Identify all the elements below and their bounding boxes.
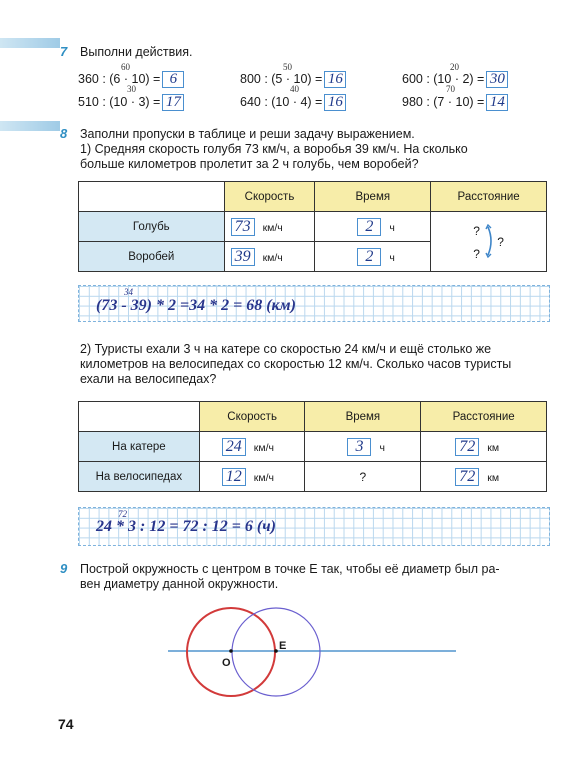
task7-item-3 [402,71,508,88]
point-e-dot [274,649,278,653]
table2-boat-time [305,432,421,462]
table1-pigeon-time-unit: ч [389,221,395,234]
table1-sparrow-speed [224,242,315,272]
table1-pigeon-speed-unit: км/ч [262,221,283,234]
solution2-text: 24 * 3 : 12 = 72 : 12 = 6 (ч) [96,518,276,535]
task7-item-5 [240,94,346,111]
table2-boat-time-unit: ч [379,441,385,454]
point-e-label: Е [279,640,287,652]
table2-bike-distance-unit: км [487,471,500,484]
table1-distance-q2: ? [473,247,480,261]
table2-bike-time [305,462,421,492]
task7-answer-6[interactable]: 14 [486,94,508,111]
table1-distance-q3: ? [497,235,504,249]
task9-line2: вен диаметру данной окружности. [80,577,279,591]
table2-boat-distance [421,432,547,462]
task7-expr-5: 640 : (10 · 4) = [240,94,323,109]
table1-sparrow-speed-unit: км/ч [262,251,283,264]
task7-answer-1[interactable]: 6 [162,71,184,88]
table2-bike-speed-value[interactable]: 12 [222,468,246,486]
table2-bike-speed [199,462,305,492]
table2-boat-speed-value[interactable]: 24 [222,438,246,456]
task7-note-5: 40 [290,84,299,94]
task7-item-4 [78,94,184,111]
table1-pigeon-speed-value[interactable]: 73 [231,218,255,236]
task8-instruction: Заполни пропуски в таблице и реши задачу выражением. [80,127,415,141]
table2-boat-time-value[interactable]: 3 [347,438,371,456]
table1-sparrow-speed-value[interactable]: 39 [231,248,255,266]
task7-answer-3[interactable]: 30 [486,71,508,88]
table1-header-time: Время [315,182,431,212]
table2-bike-distance [421,462,547,492]
task8-part2-line2: километров на велосипедах со скоростью 12 км/ч. Сколько часов туристы [80,357,512,371]
task7-expr-3: 600 : (10 · 2) = [402,71,485,86]
task8-number: 8 [60,126,68,141]
table2-corner [79,402,200,432]
task8-part2-line1: 2) Туристы ехали 3 ч на катере со скоростью 24 км/ч и ещё столько же [80,342,492,356]
task7-note-1: 60 [121,62,130,72]
construction-diagram [160,595,460,705]
task7-answer-4[interactable]: 17 [162,94,184,111]
task9-number: 9 [60,561,68,576]
task9-line1: Построй окружность с центром в точке Е так, чтобы её диаметр был ра- [80,562,500,576]
table2-boat-speed [199,432,305,462]
task8-part1-line2: больше километров пролетит за 2 ч голубь, чем воробей? [80,157,419,171]
stripe-task7 [0,38,60,48]
table2-header-time: Время [305,402,421,432]
table1-pigeon-speed [224,212,315,242]
table2-boat-distance-unit: км [487,441,500,454]
point-o-label: О [222,657,231,669]
table2-row-boat-label: На катере [79,432,200,462]
task8-table1 [78,181,547,272]
table1-header-speed: Скорость [224,182,315,212]
table1-sparrow-time [315,242,431,272]
task7-expr-4: 510 : (10 · 3) = [78,94,161,109]
table2-header-speed: Скорость [199,402,305,432]
task8-table2 [78,401,547,492]
task7-note-6: 70 [446,84,455,94]
table1-sparrow-time-unit: ч [389,251,395,264]
table2-bike-speed-unit: км/ч [253,471,274,484]
task7-expr-2: 800 : (5 · 10) = [240,71,323,86]
table2-bike-distance-value[interactable]: 72 [455,468,479,486]
table2-row-bike-label: На велосипедах [79,462,200,492]
table1-header-distance: Расстояние [431,182,547,212]
point-o-dot [229,649,233,653]
task7-instruction: Выполни действия. [80,45,193,59]
table1-distance-cell [431,212,547,272]
table2-boat-distance-value[interactable]: 72 [455,438,479,456]
task7-expr-6: 980 : (7 · 10) = [402,94,485,109]
task7-expr-1: 360 : (6 · 10) = [78,71,161,86]
table1-row-pigeon-label: Голубь [79,212,225,242]
solution1-text: (73 - 39) * 2 =34 * 2 = 68 (км) [96,297,296,314]
table2-bike-time-value: ? [359,469,367,484]
task7-note-4: 30 [127,84,136,94]
task8-part1-line1: 1) Средняя скорость голубя 73 км/ч, а воробья 39 км/ч. На сколько [80,142,468,156]
table1-distance-q1: ? [473,224,480,238]
task7-answer-5[interactable]: 16 [324,94,346,111]
task7-note-2: 50 [283,62,292,72]
brace-arrow-icon [485,224,495,258]
table1-sparrow-time-value[interactable]: 2 [357,248,381,266]
table2-boat-speed-unit: км/ч [253,441,274,454]
task7-answer-2[interactable]: 16 [324,71,346,88]
table1-pigeon-time [315,212,431,242]
table2-header-distance: Расстояние [421,402,547,432]
task8-part2-line3: ехали на велосипедах? [80,372,217,386]
table1-corner [79,182,225,212]
solution1-note: 34 [124,287,133,297]
stripe-task8 [0,121,60,131]
task7-item-6 [402,94,508,111]
table1-pigeon-time-value[interactable]: 2 [357,218,381,236]
task7-note-3: 20 [450,62,459,72]
page-number: 74 [58,716,74,732]
table1-row-sparrow-label: Воробей [79,242,225,272]
solution2-note: 72 [118,509,127,519]
task7-number: 7 [60,44,68,59]
